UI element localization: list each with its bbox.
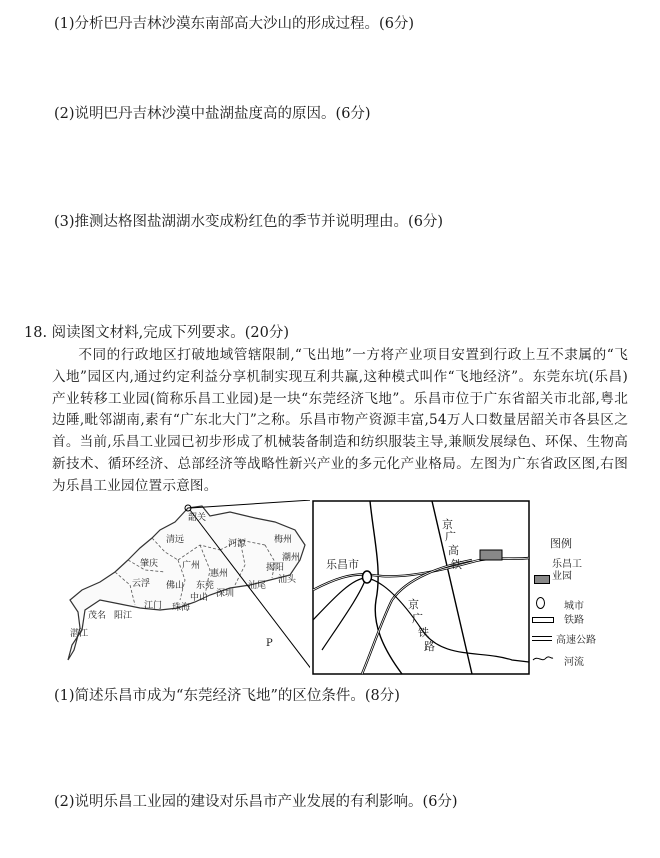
city-label: 广州 [182, 561, 201, 571]
rail-label-char: 高 [448, 544, 459, 557]
rail-label-char: 京 [408, 598, 419, 611]
callout-line-top [190, 500, 310, 508]
city-label: 云浮 [132, 579, 151, 589]
city-label: 湛江 [70, 629, 89, 639]
legend-industrial-park-symbol [534, 575, 550, 584]
city-label: 梅州 [274, 535, 293, 545]
legend-river-symbol [532, 655, 554, 663]
city-label: 揭阳 [266, 563, 285, 573]
legend-railway-symbol [532, 617, 554, 623]
city-label: 汕尾 [248, 581, 267, 591]
province-outline [68, 506, 305, 660]
city-label: 清远 [166, 535, 185, 545]
rail-label-char: 铁 [451, 558, 462, 571]
city-label: 惠州 [210, 569, 229, 579]
legend-city-symbol [536, 597, 545, 609]
lechang-city-symbol [363, 571, 372, 583]
q18-title: 18. 阅读图文材料,完成下列要求。(20分) [24, 325, 290, 341]
city-label: 东莞 [196, 581, 215, 591]
city-label: 潮州 [282, 553, 301, 563]
legend-expressway-label: 高速公路 [556, 635, 596, 646]
rail-label-char: 铁 [418, 626, 429, 639]
rail-label-char: 广 [445, 530, 456, 543]
q18-paragraph-text: 不同的行政地区打破地域管辖限制,“飞出地”一方将产业项目安置到行政上互不隶属的“飞入地”园区内,通过约定利益分享机制实现互利共赢,这种模式叫作“飞地经济”。东莞东坑(乐昌)产业转移工业园(简称乐昌工业园)是一块“东莞经济飞地”。乐昌市位于广东省韶关市北部,粤北边陲,毗邻湖南,素有“广东北大门”之称。乐昌市物产资源丰富,54万人口数量居韶关市各县区之首。当前,乐昌工业园已初步形成了机械装备制造和纺织服装主导,兼顺发展绿色、环保、生物高新技术、循环经济、总部经济等战略性新兴产业的多元化产业格局。左图为广东省政区图,右图为乐昌工业园位置示意图。 [52, 347, 628, 494]
city-label: 河源 [228, 539, 247, 549]
q18-material-paragraph [52, 345, 628, 498]
legend-city-label: 城市 [564, 601, 584, 612]
city-label: 珠海 [172, 603, 191, 613]
lechang-park-map [312, 500, 530, 675]
legend-title: 图例 [550, 537, 572, 550]
rail-label-char: 广 [412, 612, 423, 625]
rail-label-char: 京 [442, 518, 453, 531]
city-label: 江门 [144, 601, 163, 611]
q18-part1: (1)简述乐昌市成为“东莞经济飞地”的区位条件。(8分) [54, 688, 400, 704]
city-label: 茂名 [88, 611, 107, 621]
city-label: 佛山 [166, 581, 185, 591]
legend-railway-label: 铁路 [564, 615, 584, 626]
city-label: 深圳 [216, 589, 235, 599]
q18-part2: (2)说明乐昌工业园的建设对乐昌市产业发展的有利影响。(6分) [54, 794, 458, 810]
legend-river-label: 河流 [564, 657, 584, 668]
map-marker-p: P [266, 638, 273, 649]
industrial-park-symbol [480, 550, 502, 560]
rail-label-char: 路 [424, 640, 435, 653]
city-label: 阳江 [114, 611, 133, 621]
legend-industrial-park-label: 乐昌工业园 [552, 559, 582, 582]
city-label: 汕头 [278, 575, 297, 585]
guangdong-map [60, 500, 310, 670]
city-label: 韶关 [188, 513, 207, 523]
q17-part3: (3)推测达格图盐湖湖水变成粉红色的季节并说明理由。(6分) [54, 214, 444, 230]
legend-expressway-symbol [532, 636, 552, 641]
city-label: 中山 [190, 593, 209, 603]
lechang-park-map-svg [312, 500, 530, 675]
lechang-city-label: 乐昌市 [326, 558, 359, 571]
city-label: 肇庆 [140, 559, 159, 569]
q17-part2: (2)说明巴丹吉林沙漠中盐湖盐度高的原因。(6分) [54, 106, 371, 122]
q17-part1: (1)分析巴丹吉林沙漠东南部高大沙山的形成过程。(6分) [54, 16, 415, 32]
